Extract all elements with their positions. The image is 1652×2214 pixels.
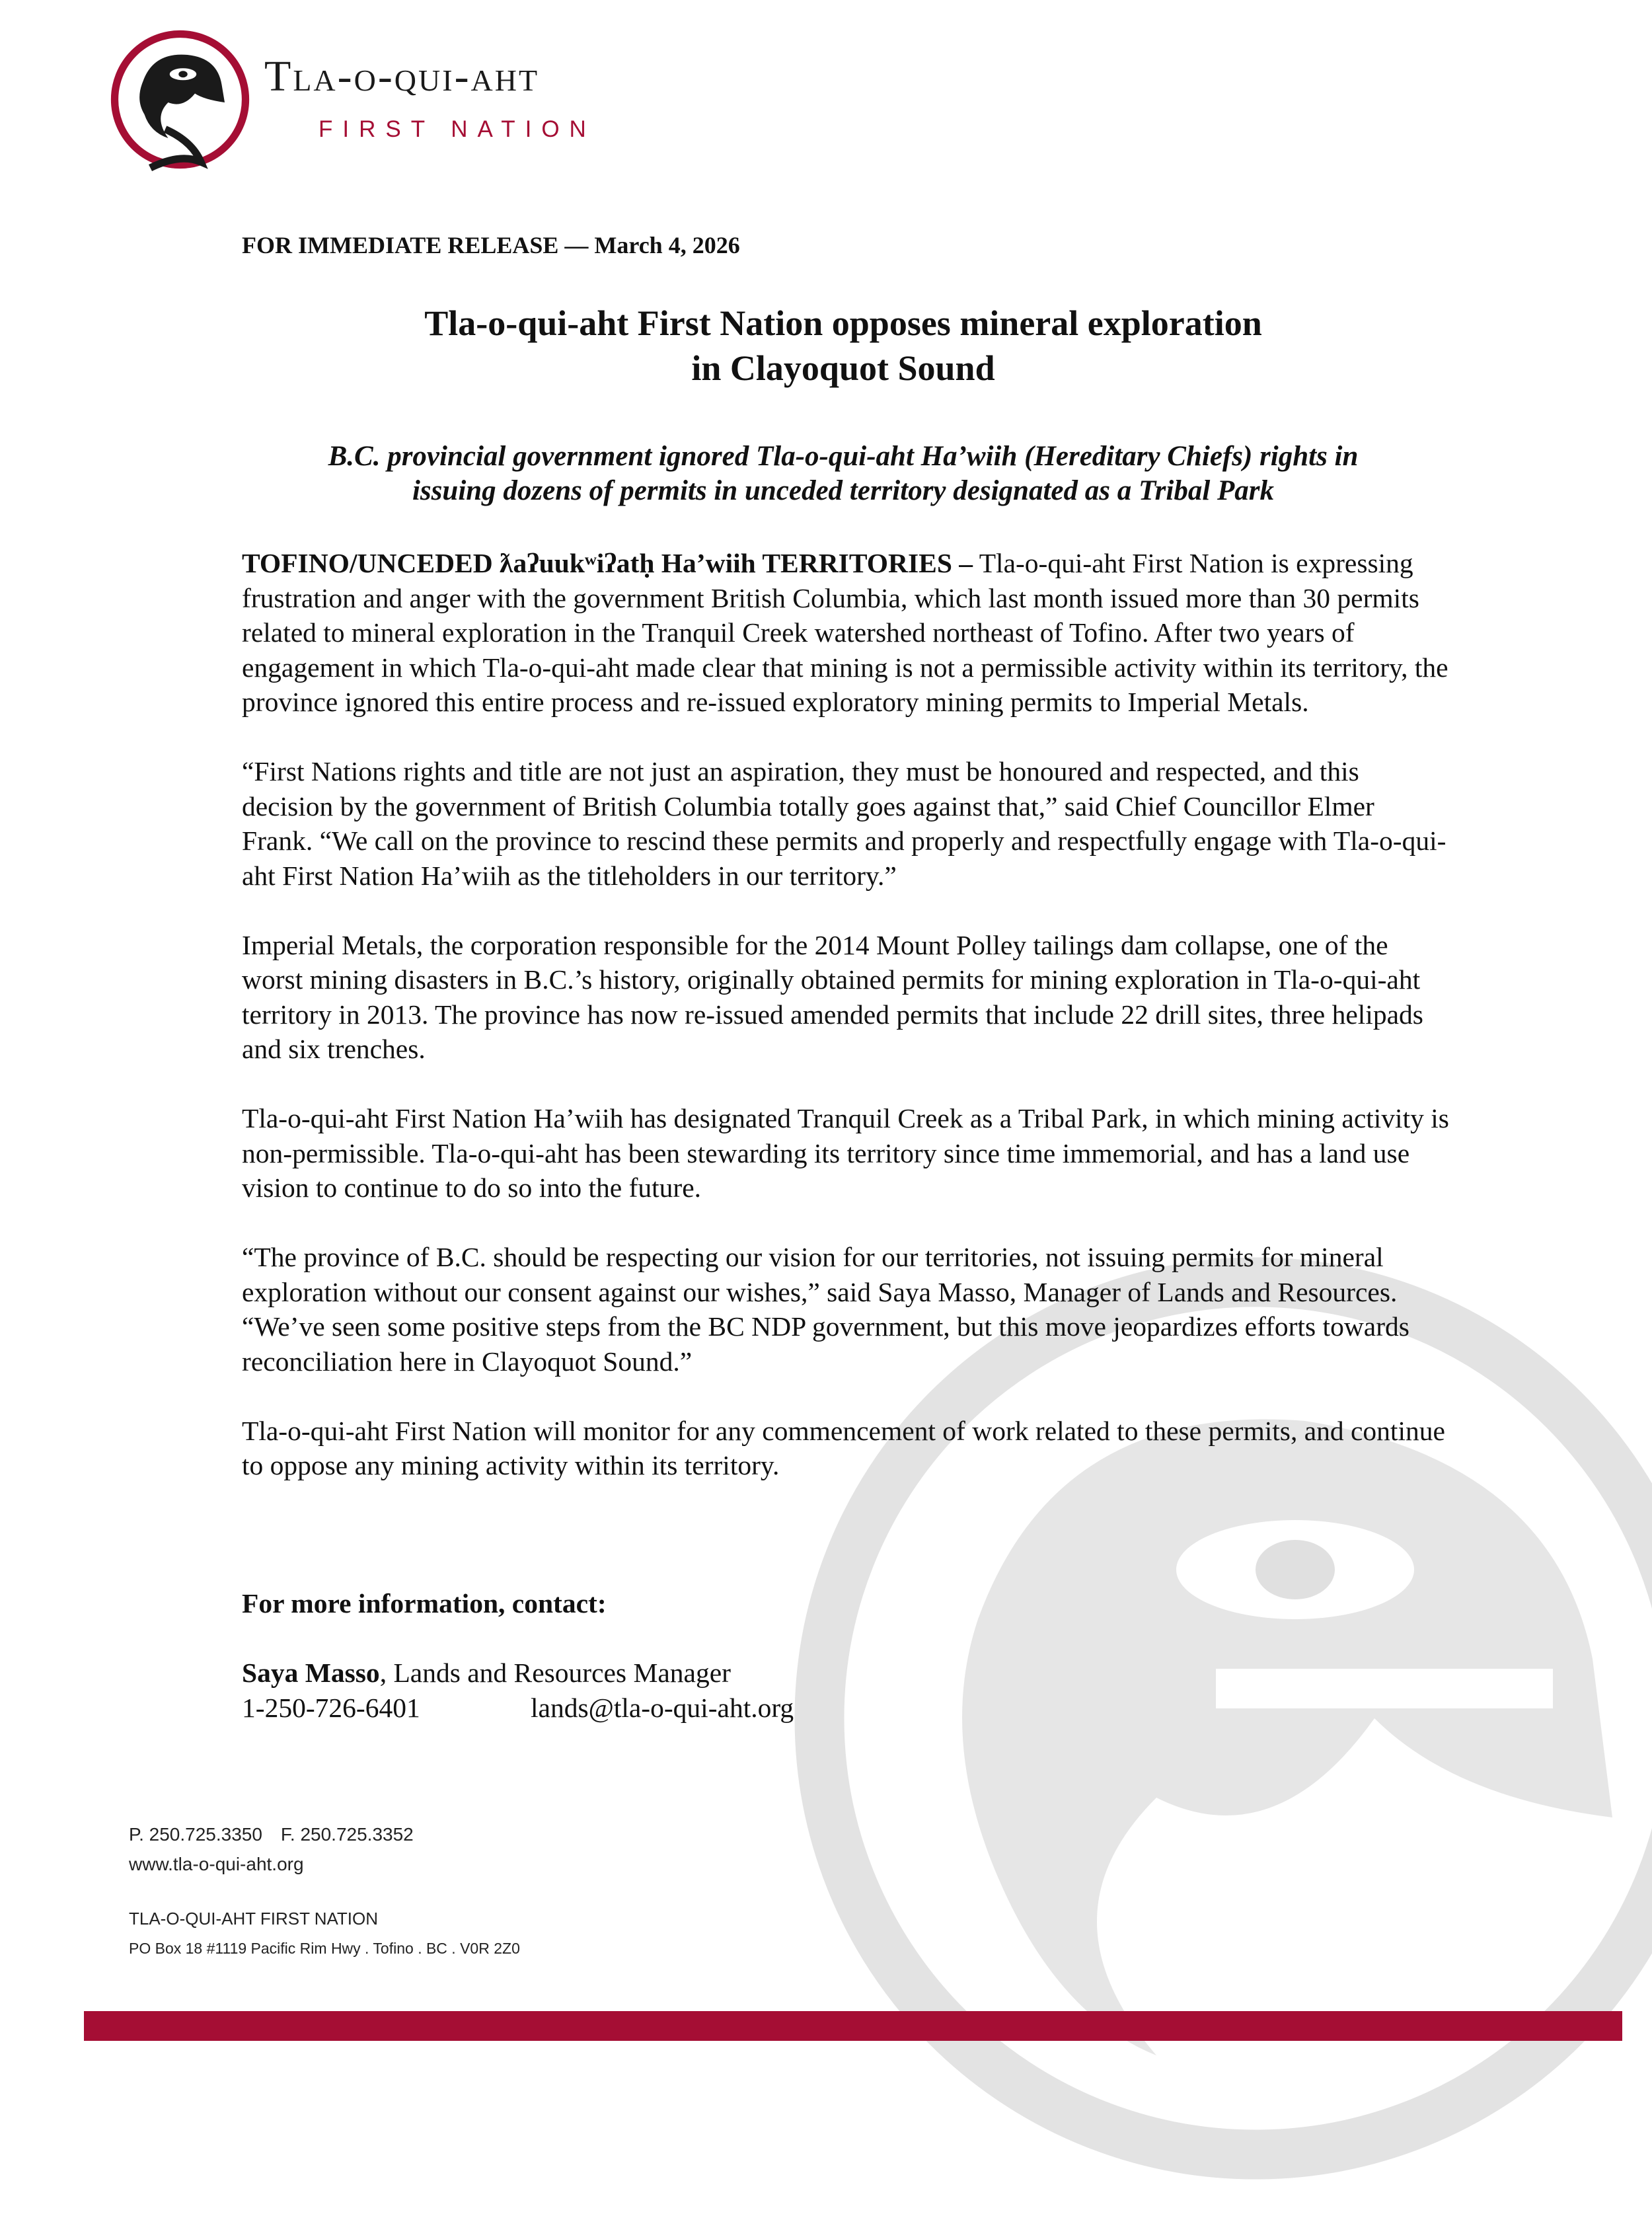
contact-name: Saya Masso — [242, 1658, 380, 1688]
contact-phone: 1-250-726-6401 — [242, 1692, 420, 1723]
body-paragraph — [242, 546, 1451, 720]
press-release-subtitle — [242, 439, 1445, 508]
contact-block — [242, 1586, 794, 1725]
press-release-body — [242, 546, 1451, 1517]
title-line-1: Tla-o-qui-aht First Nation opposes mineral exploration — [424, 303, 1262, 343]
footer-phone: P. 250.725.3350 — [129, 1824, 262, 1845]
contact-role: , Lands and Resources Manager — [379, 1658, 731, 1688]
subtitle-line-1: B.C. provincial government ignored Tla-o-qui-aht Ha’wiih (Hereditary Chiefs) rights in — [328, 441, 1359, 472]
release-date-line: FOR IMMEDIATE RELEASE — March 4, 2026 — [242, 232, 740, 258]
tla-o-qui-aht-logo-icon — [106, 25, 254, 174]
footer-red-bar — [84, 2011, 1622, 2041]
contact-heading: For more information, contact: — [242, 1588, 607, 1619]
body-paragraph: “First Nations rights and title are not just an aspiration, they must be honoured and respected, and this decision by the government of British Columbia totally goes against that,” said Chief Councillor Elmer Frank. “We call on the province to rescind these permits and properly and respectfully engage with Tla-o-qui-aht First Nation Ha’wiih as the titleholders in our territory.” — [242, 756, 1446, 891]
footer-org-name: TLA-O-QUI-AHT FIRST NATION — [129, 1909, 379, 1928]
body-paragraph: “The province of B.C. should be respecting our vision for our territories, not issuing permits for mineral exploration without our consent against our wishes,” said Saya Masso, Manager of Lands and Resources. “We’ve seen some positive steps from the BC NDP government, but this move jeopardizes efforts towards reconciliation here in Clayoquot Sound.” — [242, 1242, 1409, 1377]
body-paragraph: Tla-o-qui-aht First Nation Ha’wiih has designated Tranquil Creek as a Tribal Park, in which mining activity is non-permissible. Tla-o-qui-aht has been stewarding its territory since time immemorial, and has a land use vision to continue to do so into the future. — [242, 1103, 1449, 1203]
press-release-title — [242, 301, 1445, 391]
org-name-wordmark: Tla-o-qui-aht — [264, 52, 540, 100]
subtitle-line-2: issuing dozens of permits in unceded territory designated as a Tribal Park — [412, 475, 1275, 506]
paragraph-text: Tla-o-qui-aht First Nation is expressing frustration and anger with the government British Columbia, which last month issued more than 30 permits related to mineral exploration in the Tranquil Creek watershed northeast of Tofino. After two years of engagement in which Tla-o-qui-aht made clear that mining is not a permissible activity within its territory, the province ignored this entire process and re-issued exploratory mining permits to Imperial Metals. — [242, 548, 1448, 717]
footer-address: PO Box 18 #1119 Pacific Rim Hwy . Tofino . BC . V0R 2Z0 — [129, 1940, 520, 1957]
body-paragraph: Tla-o-qui-aht First Nation will monitor for any commencement of work related to these permits, and continue to oppose any mining activity within its territory. — [242, 1415, 1445, 1480]
contact-email-link[interactable]: lands@tla-o-qui-aht.org — [531, 1692, 794, 1723]
dateline: TOFINO/UNCEDED ƛaʔuukʷiʔatḥ Ha’wiih TERRITORIES – — [242, 548, 973, 578]
title-line-2: in Clayoquot Sound — [691, 348, 995, 388]
footer-fax: F. 250.725.3352 — [280, 1824, 414, 1845]
body-paragraph: Imperial Metals, the corporation responsible for the 2014 Mount Polley tailings dam collapse, one of the worst mining disasters in B.C.’s history, originally obtained permits for mining exploration in Tla-o-qui-aht territory in 2013. The province has now re-issued amended permits that include 22 drill sites, three helipads and six trenches. — [242, 929, 1423, 1064]
footer-phone-fax — [129, 1824, 432, 1845]
org-subtitle-wordmark: FIRST NATION — [319, 116, 596, 142]
footer-website-link[interactable]: www.tla-o-qui-aht.org — [129, 1854, 304, 1874]
